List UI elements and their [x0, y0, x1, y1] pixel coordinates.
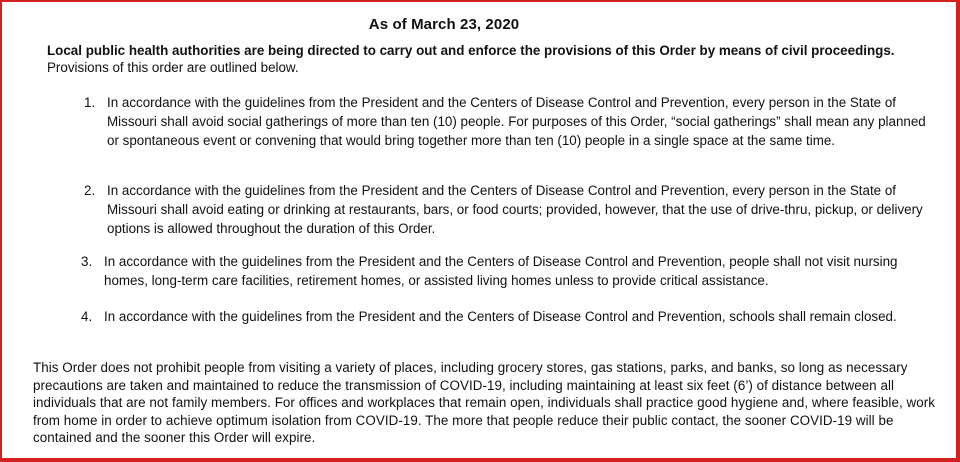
list-item-text: In accordance with the guidelines from the President and the Centers of Disease Control and Prevention, people shall not visit nursing homes, long-term care facilities, retirement homes, or assisted living homes unless to provide critical assistance. [104, 254, 898, 288]
list-item-number: 1. [84, 95, 96, 110]
intro-bold-text: Local public health authorities are being directed to carry out and enforce the provisions of this Order by means of civil proceedings. [47, 43, 895, 58]
document-title: As of March 23, 2020 [368, 16, 520, 33]
intro-paragraph [47, 42, 927, 76]
list-item [81, 307, 911, 326]
list-item [81, 252, 926, 290]
list-item-text: In accordance with the guidelines from the President and the Centers of Disease Control and Prevention, every person in the State of Missouri shall avoid social gatherings of more than ten (10) people. For purposes of this Order, “social gatherings” shall mean any planned or spontaneous event or convening that would bring together more than ten (10) people in a single space at the same time. [107, 95, 926, 148]
list-item-number: 3. [81, 254, 93, 269]
list-item [84, 93, 929, 150]
list-item [84, 181, 929, 238]
list-item-number: 4. [81, 309, 93, 324]
list-item-text: In accordance with the guidelines from the President and the Centers of Disease Control and Prevention, schools shall remain closed. [104, 309, 897, 324]
list-item-text: In accordance with the guidelines from the President and the Centers of Disease Control and Prevention, every person in the State of Missouri shall avoid eating or drinking at restaurants, bars, or food courts; provided, however, that the use of drive-thru, pickup, or delivery options is allowed throughout the duration of this Order. [107, 183, 923, 236]
intro-normal-text: Provisions of this order are outlined below. [47, 60, 299, 75]
list-item-number: 2. [84, 183, 96, 198]
closing-paragraph: This Order does not prohibit people from visiting a variety of places, including grocery stores, gas stations, parks, and banks, so long as necessary precautions are taken and maintained to reduce the transmission of COVID-19, including maintaining at least six feet (6’) of distance between all individuals that are not family members. For offices and workplaces that remain open, individuals shall practice good hygiene and, where feasible, work from home in order to achieve optimum isolation from COVID-19. The more that people reduce their public contact, the sooner COVID-19 will be contained and the sooner this Order will expire. [33, 360, 935, 446]
